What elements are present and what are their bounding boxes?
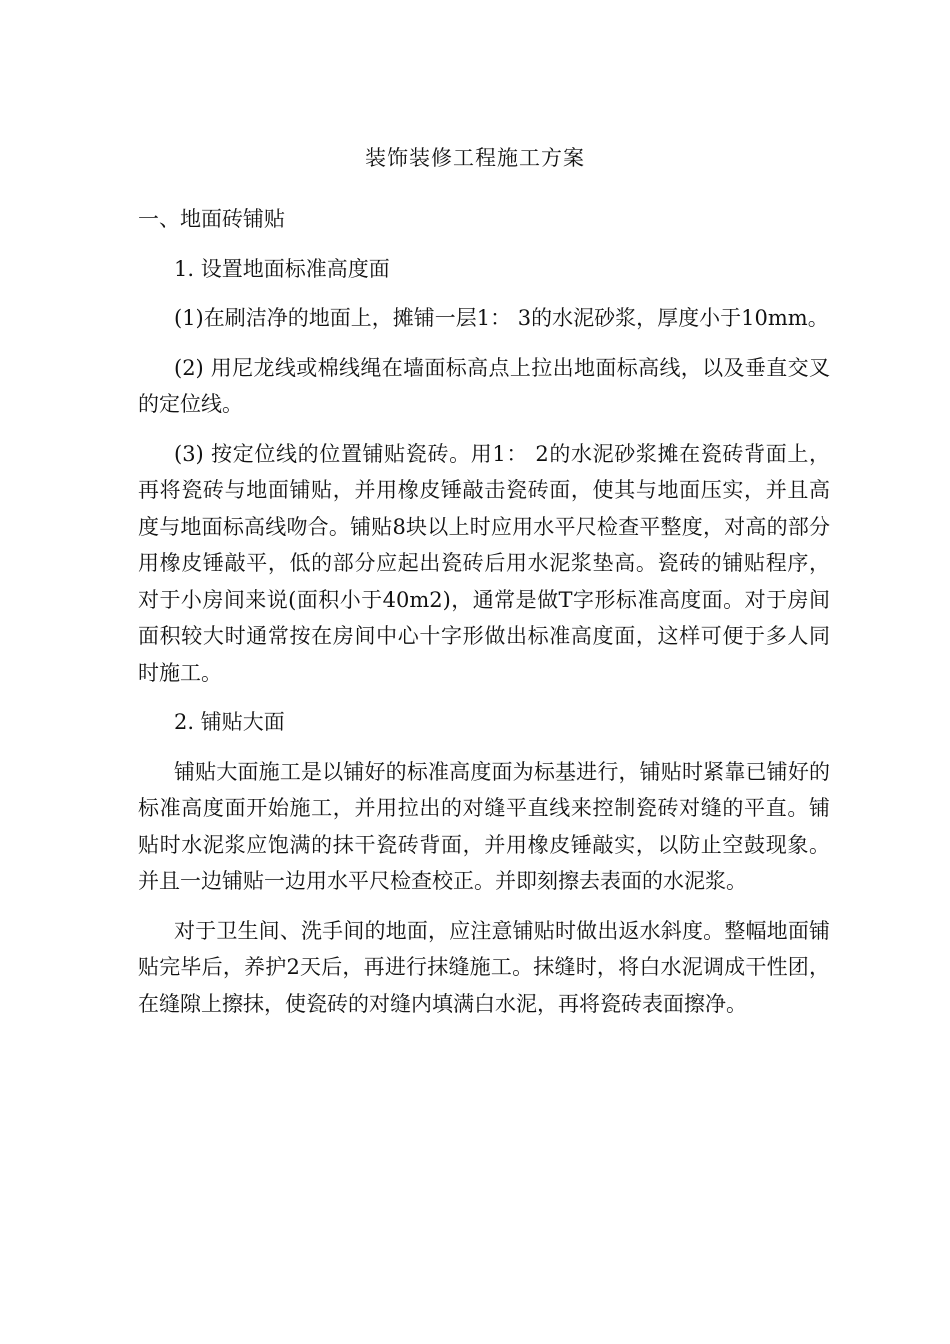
document-body <box>138 201 830 1035</box>
section-heading: 一、地面砖铺贴 <box>138 207 285 231</box>
list-item: (1)在刷洁净的地面上，摊铺一层1： 3的水泥砂浆，厚度小于10mm。 <box>174 306 829 330</box>
subsection-heading: 1. 设置地面标准高度面 <box>174 256 390 281</box>
paragraph: 对于卫生间、洗手间的地面，应注意铺贴时做出返水斜度。整幅地面铺贴完毕后，养护2天后，再进行抹缝施工。抹缝时，将白水泥调成干性团，在缝隙上擦抹，使瓷砖的对缝内填满白水泥，再将瓷砖表面擦净。 <box>138 918 830 1016</box>
list-item: (3) 按定位线的位置铺贴瓷砖。用1： 2的水泥砂浆摊在瓷砖背面上，再将瓷砖与地面铺贴，并用橡皮锤敲击瓷砖面，使其与地面压实，并且高度与地面标高线吻合。铺贴8块以上时应用水平尺检查平整度，对高的部分用橡皮锤敲平，低的部分应起出瓷砖后用水泥浆垫高。瓷砖的铺贴程序，对于小房间来说(面积小于40m2)，通常是做T字形标准高度面。对于房间面积较大时通常按在房间中心十字形做出标准高度面，这样可便于多人同时施工。 <box>138 441 830 685</box>
subsection-heading: 2. 铺贴大面 <box>174 710 285 734</box>
list-item: (2) 用尼龙线或棉线绳在墙面标高点上拉出地面标高线，以及垂直交叉的定位线。 <box>138 355 830 416</box>
paragraph: 铺贴大面施工是以铺好的标准高度面为标基进行，铺贴时紧靠已铺好的标准高度面开始施工，并用拉出的对缝平直线来控制瓷砖对缝的平直。铺贴时水泥浆应饱满的抹干瓷砖背面，并用橡皮锤敲实，以防止空鼓现象。并且一边铺贴一边用水平尺检查校正。并即刻擦去表面的水泥浆。 <box>138 759 830 893</box>
document-title: 装饰装修工程施工方案 <box>365 146 585 170</box>
